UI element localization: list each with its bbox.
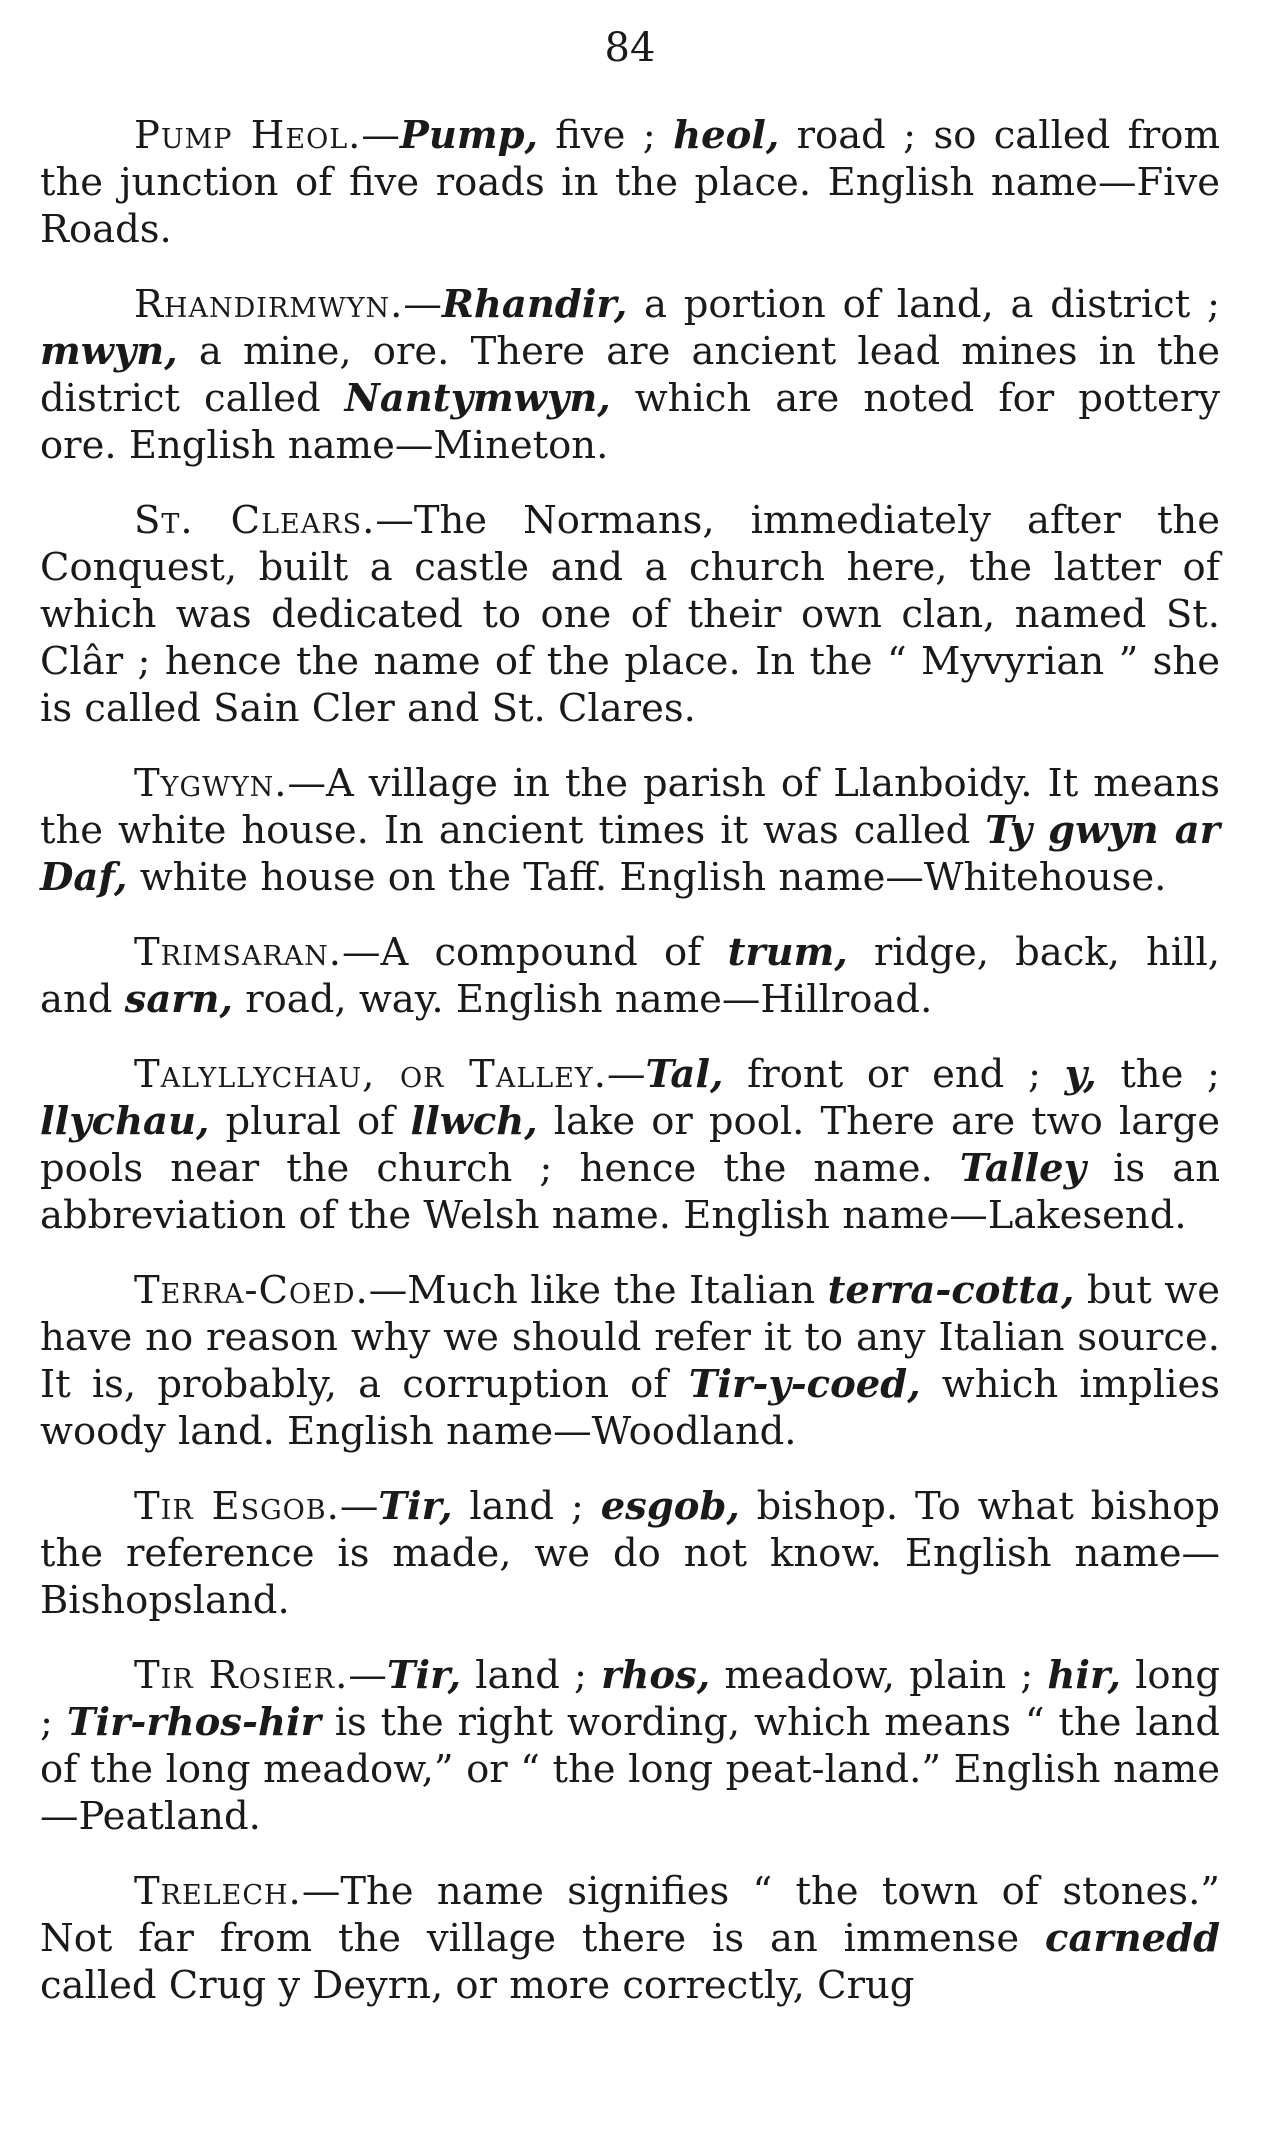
entry-paragraph <box>40 112 1220 253</box>
entry-list <box>40 112 1220 2037</box>
entry-text: —Much like the Italian <box>368 1268 828 1313</box>
italic-term: mwyn, <box>40 329 178 374</box>
entry-headword: Talyllychau, or Talley. <box>134 1052 607 1097</box>
italic-term: Talley <box>959 1146 1086 1191</box>
entry-text: — <box>339 1484 379 1529</box>
entry-headword: Tir Rosier. <box>134 1653 349 1698</box>
entry-text: —The Normans, immediately after the Conquest, built a castle and a church here, the latter of which was dedicated to one of their own clan, named St. Clâr ; hence the name of the place. In the “ Myvyrian ” she is called Sain Cler and St. Clares. <box>40 498 1220 731</box>
entry-text: — <box>606 1052 646 1097</box>
entry-headword: Trimsaran. <box>134 930 343 975</box>
italic-term: rhos, <box>601 1653 711 1698</box>
entry-text: land ; <box>452 1484 601 1529</box>
entry-paragraph <box>40 1868 1220 2009</box>
entry-text: plural of <box>209 1099 411 1144</box>
entry-paragraph <box>40 1483 1220 1624</box>
entry-text: meadow, plain ; <box>710 1653 1048 1698</box>
entry-paragraph <box>40 281 1220 469</box>
entry-text: —A village in the parish of Llanboidy. It means the white house. In ancient times it was called <box>40 761 1220 853</box>
italic-term: Tir-rhos-hir <box>66 1700 321 1745</box>
entry-headword: Rhandirmwyn. <box>134 282 404 327</box>
entry-text: is an abbreviation of the Welsh name. English name—Lakesend. <box>40 1146 1221 1238</box>
italic-term: hir, <box>1047 1653 1121 1698</box>
entry-text: —The name signifies “ the town of stones.” Not far from the village there is an immense <box>40 1869 1220 1961</box>
entry-paragraph <box>40 1652 1220 1840</box>
entry-paragraph <box>40 1051 1220 1239</box>
italic-term: esgob, <box>600 1484 740 1529</box>
entry-text: the ; <box>1096 1052 1221 1097</box>
italic-term: heol, <box>673 113 780 158</box>
entry-text: a portion of land, a district ; <box>627 282 1220 327</box>
entry-text: lake or pool. There are two large pools near the church ; hence the name. <box>40 1099 1220 1191</box>
entry-text: — <box>361 113 400 158</box>
italic-term: llychau, <box>40 1099 210 1144</box>
italic-term: y, <box>1064 1052 1097 1097</box>
entry-headword: Trelech. <box>134 1869 302 1914</box>
italic-term: Tir, <box>378 1484 453 1529</box>
italic-term: Pump, <box>399 113 538 158</box>
entry-text: which implies woody land. English name—Woodland. <box>40 1362 1220 1454</box>
italic-term: trum, <box>727 930 848 975</box>
entry-text: five ; <box>537 113 674 158</box>
italic-term: llwch, <box>410 1099 538 1144</box>
entry-headword: Terra-Coed. <box>134 1268 369 1313</box>
italic-term: Tir, <box>386 1653 462 1698</box>
entry-text: but we have no reason why we should refer it to any Italian source. It is, probably, a corruption of <box>40 1268 1220 1407</box>
entry-headword: Tygwyn. <box>134 761 288 806</box>
entry-text: called Crug y Deyrn, or more correctly, Crug <box>40 1963 915 2008</box>
italic-term: carnedd <box>1045 1916 1220 1961</box>
italic-term: Tir-y-coed, <box>688 1362 921 1407</box>
entry-text: road ; so called from the junction of five roads in the place. English name—Five Roads. <box>40 113 1220 252</box>
entry-text: a mine, ore. There are ancient lead mines in the district called <box>40 329 1220 421</box>
entry-text: ridge, back, hill, and <box>40 930 1220 1022</box>
entry-text: bishop. To what bishop the reference is made, we do not know. English name—Bishopsland. <box>40 1484 1220 1623</box>
entry-paragraph <box>40 1267 1220 1455</box>
entry-text: which are noted for pottery ore. English name—Mineton. <box>40 376 1220 468</box>
italic-term: Ty gwyn ar Daf, <box>40 808 1220 900</box>
italic-term: Nantymwyn, <box>344 376 611 421</box>
entry-headword: St. Clears. <box>134 498 376 543</box>
entry-paragraph <box>40 760 1220 901</box>
book-page <box>40 0 1220 2142</box>
entry-paragraph <box>40 929 1220 1023</box>
page-number: 84 <box>604 25 656 71</box>
italic-term: Tal, <box>645 1052 724 1097</box>
entry-text: road, way. English name—Hillroad. <box>232 977 933 1022</box>
italic-term: Rhandir, <box>441 282 628 327</box>
entry-text: land ; <box>461 1653 602 1698</box>
italic-term: terra-cotta, <box>827 1268 1075 1313</box>
entry-paragraph <box>40 497 1220 732</box>
entry-text: is the right wording, which means “ the land of the long meadow,” or “ the long peat-land.” English name—Peatland. <box>40 1700 1220 1839</box>
entry-headword: Tir Esgob. <box>134 1484 340 1529</box>
entry-text: front or end ; <box>723 1052 1065 1097</box>
entry-text: —A compound of <box>342 930 728 975</box>
entry-text: — <box>348 1653 387 1698</box>
entry-headword: Pump Heol. <box>134 113 362 158</box>
entry-text: — <box>403 282 442 327</box>
italic-term: sarn, <box>124 977 233 1022</box>
entry-text: long ; <box>40 1653 1221 1745</box>
entry-text: white house on the Taff. English name—Whitehouse. <box>127 855 1167 900</box>
